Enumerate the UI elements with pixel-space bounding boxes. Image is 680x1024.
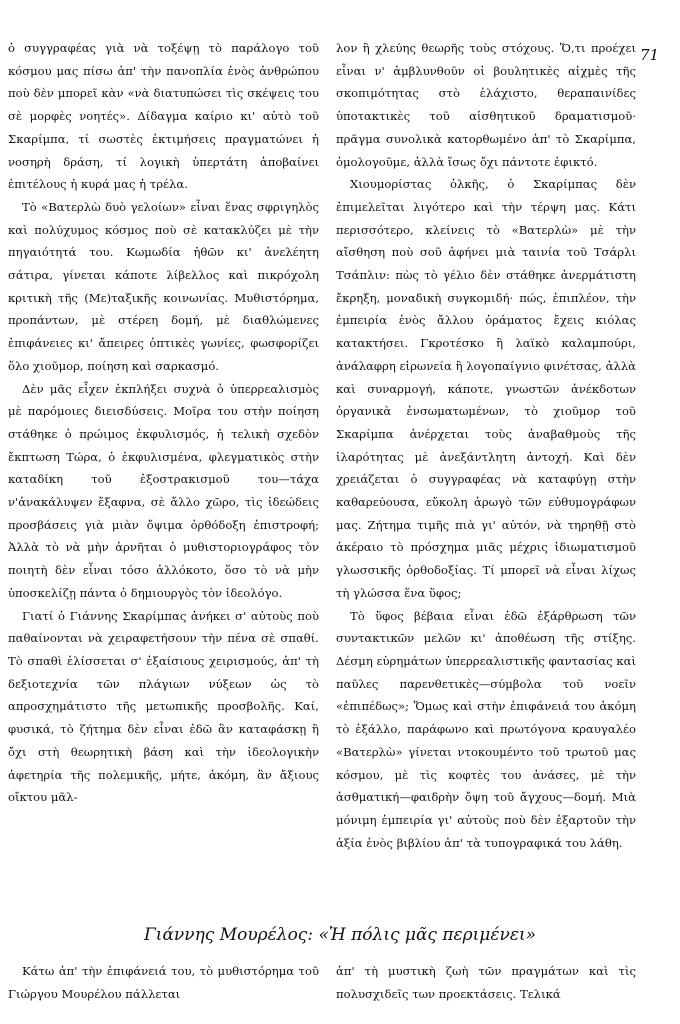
paragraph-1: ὁ συγγραφέας γιὰ νὰ τοξέψῃ τὸ παράλογο τοῦ κόσμου μας πίσω ἀπ' τὴν πανοπλία ἑνὸς ἀνθρώπου ποὺ δὲν μπορεῖ κὰν «νὰ διατυπώσει τὶς σκέψεις του σὲ μορφὲς νοητές». Δίδαγμα καίριο κι' αὐτὸ τοῦ Σκαρίμπα, τί σωστὲς ἐκτιμήσεις πραγματώνει ἡ νοσηρὴ δράση, τί λογικὴ ὑπερτάτη ἀποβαίνει ἐπιτέλους ἡ κυρά μας ἡ τρέλα. [8, 41, 319, 192]
paragraph-9: ἀπ' τὴ μυστικὴ ζωὴ τῶν πραγμάτων καὶ τὶς πολυσχιδεῖς των προεκτάσεις. Τελικά [336, 964, 636, 1001]
paragraph-8: Κάτω ἀπ' τὴν ἐπιφάνειά του, τὸ μυθιστόρημα τοῦ Γιώργου Μουρέλου πάλλεται [8, 964, 319, 1001]
paragraph-3: Δὲν μᾶς εἶχεν ἐκπλήξει συχνὰ ὁ ὑπερρεαλισμὸς μὲ παρόμοιες διεισδύσεις. Μοῖρα του στὴν ποίηση στάθηκε ὁ πρώιμος ἐκφυλισμός, ἡ τελικὴ σχεδὸν ἔκπτωση Τώρα, ὁ ἐκφυλισμένα, φλεγματικὸς στὴν καταδίκη τοῦ ἐξοστρακισμοῦ του—τάχα ν'ἀνακάλυψεν ἔξαφνα, σὲ ἄλλο χῶρο, τὶς ἰδεώδεις προσβάσεις γιὰ μιὰν ὄψιμα ὀρθόδοξη ἐπιστροφή; Ἀλλὰ τὸ νὰ μὴν ἀρνῆται ὁ μυθιστοριογράφος τὸν ποιητὴ δὲν εἶναι τόσο ἀλλόκοτο, ὅσο τὸ νὰ μὴν ὑποσκελίζῃ πάντα ὁ δημιουργὸς τὸν ἰδεολόγο. [8, 381, 319, 600]
right-column [336, 37, 636, 854]
paragraph-7: Τὸ ὕφος βέβαια εἶναι ἐδῶ ἐξάρθρωση τῶν συντακτικῶν μελῶν κι' ἀποθέωση τῆς στίξης. Δέσμη εὑρημάτων ὑπερρεαλιστικῆς φαντασίας καὶ παῦλες παρενθετικὲς—σύμβολα τοῦ νοεῖν «ἐπιπέδως»; Ὅμως καὶ στὴν ἐπιφάνειά του ἀκόμη τὸ ἐξάλλο, παράφωνο καὶ πρωτόγονα κραυγαλέο «Βατερλὼ» γίνεται ντοκουμέντο τοῦ τρωτοῦ μας κόσμου, μὲ τὶς κοφτὲς του ἀνάσες, μὲ τὴν ἀσθματική—φαιδρὴν ὄψη τοῦ ἄγχους—δομή. Μιὰ μόνιμη ἐμπειρία γι' αὐτοὺς ποὺ δὲν ἐξαρτοῦν τὴν ἀξία ἑνὸς βιβλίου ἀπ' τὰ τυπογραφικά του λάθη. [336, 608, 636, 850]
bottom-right-column [336, 960, 636, 1005]
paragraph-4: Γιατί ὁ Γιάννης Σκαρίμπας ἀνήκει σ' αὐτοὺς ποὺ παθαίνονται νὰ χειραφετήσουν τὴν πένα σὲ σπαθί. Τὸ σπαθὶ ἑλίσσεται σ' ἐξαίσιους χειρισμούς, ἀπ' τὴ δεξιοτεχνία τῶν πλάγιων νύξεων ὡς τὸ απροσχημάτιστο τῆς μετωπικῆς προσβολῆς. Καί, φυσικά, τὸ ζήτημα δὲν εἶναι ἐδῶ ἂν καταφάσκῃ ἢ ὄχι στὴ θεωρητικὴ βάση καὶ τὴν ἰδεολογικὴν ἀφετηρία τῆς πολεμικῆς, μήτε, ἀκόμη, ἂν ἄξιους οἴκτου μᾶλ- [8, 608, 319, 805]
page-number: 71 [640, 46, 660, 64]
left-column [8, 37, 319, 809]
paragraph-2: Τὸ «Βατερλὼ δυὸ γελοίων» εἶναι ἕνας σφριγηλὸς καὶ πολύχυμος κόσμος ποὺ σὲ κατακλύζει μὲ τὴν πηγαιότητά του. Κωμωδία ἠθῶν κι' ἀνελέητη σάτιρα, γίνεται κάποτε λίβελλος καὶ πικρόχολη κριτικὴ τῆς (Με)ταξικῆς κοινωνίας. Μυθιστόρημα, προπάντων, μὲ στέρεη δομή, μὲ διαθλώμενες ἐπιφάνειες κι' ἄπειρες ὀπτικὲς γωνίες, φωσφορίζει ὅλο χιοῦμορ, ποίηση καὶ σαρκασμό. [8, 199, 319, 373]
bottom-left-column [8, 960, 319, 1005]
section-title: Γιάννης Μουρέλος: «Ἡ πόλις μᾶς περιμένει» [143, 925, 537, 945]
paragraph-5: λον ἢ χλεύης θεωρῆς τοὺς στόχους. Ὅ,τι προέχει εἶναι ν' ἀμβλυνθοῦν οἱ βουλητικὲς αἰχμὲς τῆς σκοπιμότητας στὸ ἐλάχιστο, θεραπαινίδες ὑποτακτικὲς τοῦ αἰσθητικοῦ δραματισμοῦ· πρᾶγμα συνολικὰ κατορθωμένο ἀπ' τὸ Σκαρίμπα, ὁμολογοῦμε, ἀλλὰ ἴσως ὄχι πάντοτε ἐφικτό. [336, 41, 636, 169]
paragraph-6: Χιουμορίστας ὁλκῆς, ὁ Σκαρίμπας δὲν ἐπιμελεῖται λιγότερο καὶ τὴν τέρψη μας. Κάτι περισσότερο, κλείνεις τὸ «Βατερλὼ» μὲ τὴν αἴσθηση ποὺ σοῦ ἀφήνει μιὰ ταινία τοῦ Τσάρλι Τσάπλιν: πὼς τὸ γέλιο δὲν στάθηκε ἀνερμάτιστη ἔκρηξη, μοναδικὴ συγκομιδή· πώς, ἐπιπλέον, τὴν ἐμπειρία ἑνὸς ἄλλου ὁράματος ἔχεις κιόλας κατακτήσει. Γκροτέσκο ἢ λαϊκὸ καλαμπούρι, ἀνάλαφρη εἰρωνεία ἢ λογοπαίγνιο φινέτσας, ἀλλὰ καὶ συναρμογή, κάποτε, γνωστῶν ἀνέκδοτων ὀργανικὰ ἐνσωματωμένων, τὸ χιοῦμορ τοῦ Σκαρίμπα ἀνέρχεται τοὺς ἀναβαθμοὺς τῆς ἱλαρότητας μὲ ἀνεξάντλητη ἀντοχή. Καὶ δὲν χρειάζεται ὁ συγγραφέας νὰ καταφύγῃ στὴν καθαρεύουσα, εὔκολη ἀρωγὸ τῶν εὐθυμογράφων μας. Ζήτημα τιμῆς πιὰ γι' αὐτόν, νὰ τηρηθῇ στὸ ἀκέραιο τὸ πρόσχημα μιᾶς μέχρις ἰδιωματισμοῦ γλωσσικῆς ὀρθοδοξίας. Τί μπορεῖ νὰ εἶναι λίχως τὴ γλώσσα ἕνα ὕφος; [336, 177, 636, 600]
